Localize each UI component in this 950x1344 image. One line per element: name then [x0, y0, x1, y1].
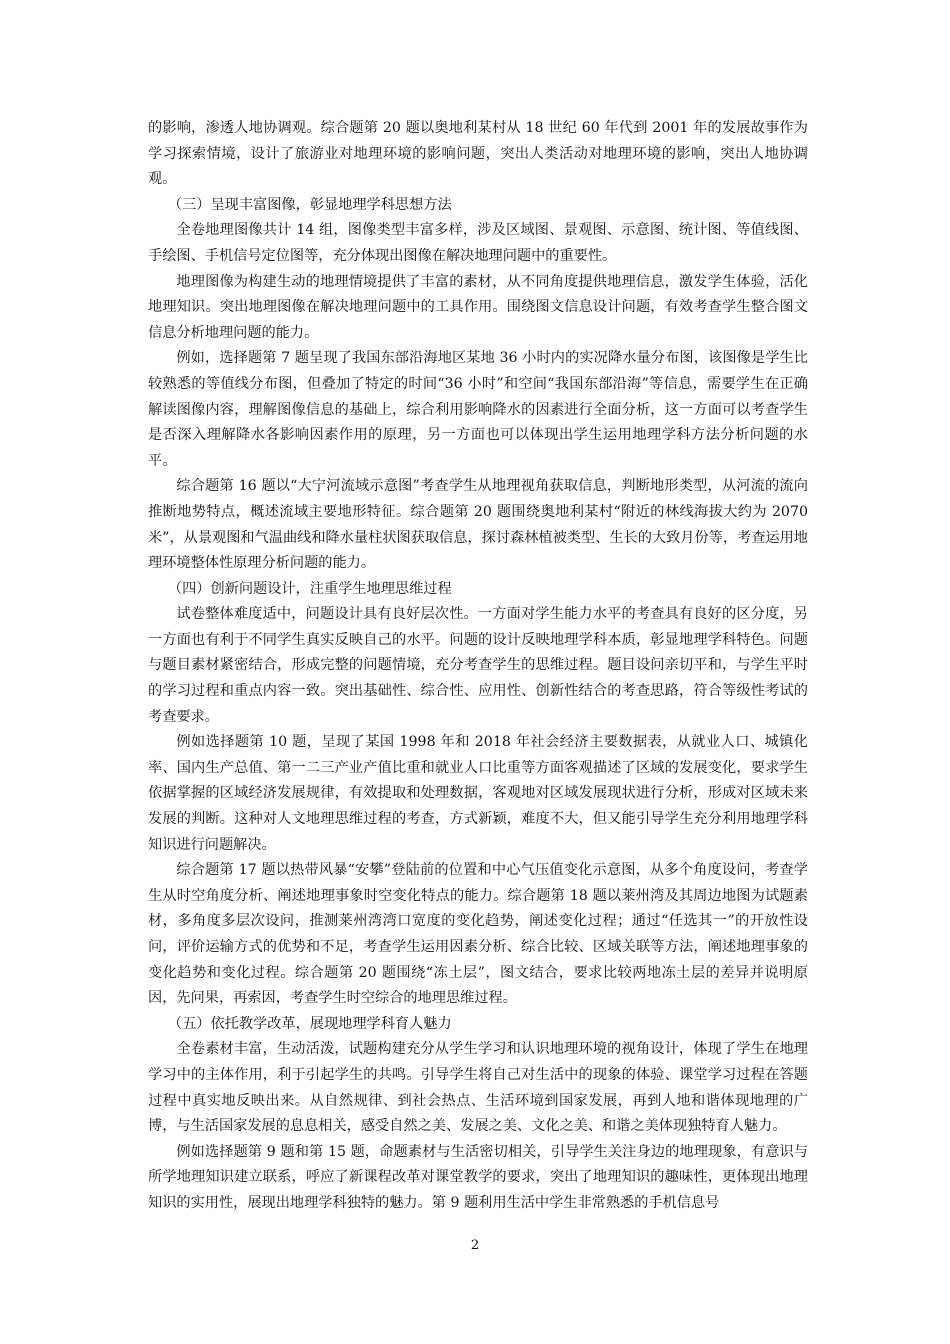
- paragraph: 全卷素材丰富，生动活泼，试题构建充分从学生学习和认识地理环境的视角设计，体现了学生在地理学习中的主体作用，利于引起学生的共鸣。引导学生将自己对生活中的现象的体验、课堂学习过程在答题过程中真实地反映出来。从自然规律、到社会热点、生活环境到国家发展，再到人地和谐体现地理的广博，与生活国家发展的息息相关，感受自然之美、发展之美、文化之美、和谐之美体现独特育人魅力。: [148, 1041, 808, 1135]
- paragraph: 地理图像为构建生动的地理情境提供了丰富的素材，从不同角度提供地理信息，激发学生体验，活化地理知识。突出地理图像在解决地理问题中的工具作用。围绕图文信息设计问题，有效考查学生整合图文信息分析地理问题的能力。: [148, 273, 808, 341]
- section-heading-5: （五）依托教学改革，展现地理学科育人魅力: [167, 1015, 452, 1032]
- section-heading-3: （三）呈现丰富图像，彰显地理学科思想方法: [167, 196, 452, 213]
- paragraph: 例如，选择题第 7 题呈现了我国东部沿海地区某地 36 小时内的实况降水量分布图，该图像是学生比较熟悉的等值线分布图，但叠加了特定的时间“36 小时”和空间“我国东部沿海”等信息，需要学生在正确解读图像内容，理解图像信息的基础上，综合利用影响降水的因素进行全面分析，这一方面可以考查学生是否深入理解降水各影响因素作用的原理，另一方面也可以体现出学生运用地理学科方法分析问题的水平。: [148, 350, 808, 469]
- section-heading-4: （四）创新问题设计，注重学生地理思维过程: [167, 580, 452, 597]
- paragraph: 综合题第 17 题以热带风暴“安攀”登陆前的位置和中心气压值变化示意图，从多个角度设问，考查学生从时空角度分析、阐述地理事象时空变化特点的能力。综合题第 18 题以莱州湾及其周边地图为试题素材，多角度多层次设问，推测莱州湾湾口宽度的变化趋势，阐述变化过程；通过“任选其一”的开放性设问，评价运输方式的优势和不足，考查学生运用因素分析、综合比较、区域关联等方法，阐述地理事象的变化趋势和变化过程。综合题第 20 题围绕“冻土层”，图文结合，要求比较两地冻土层的差异并说明原因，先问果，再索因，考查学生时空综合的地理思维过程。: [148, 862, 808, 1007]
- paragraph-intro-continuation: 的影响，渗透人地协调观。综合题第 20 题以奥地利某村从 18 世纪 60 年代到 2001 年的发展故事作为学习探索情境，设计了旅游业对地理环境的影响问题，突出人类活动对地理环境的影响，突出人地协调观。: [148, 120, 808, 188]
- paragraph: 综合题第 16 题以“大宁河流域示意图”考查学生从地理视角获取信息，判断地形类型，从河流的流向推断地势特点，概述流域主要地形特征。综合题第 20 题围绕奥地利某村“附近的林线海拔大约为 2070 米”，从景观图和气温曲线和降水量柱状图获取信息，探讨森林植被类型、生长的大致月份等，考查运用地理环境整体性原理分析问题的能力。: [148, 478, 808, 572]
- paragraph: 例如选择题第 9 题和第 15 题，命题素材与生活密切相关，引导学生关注身边的地理现象，有意识与所学地理知识建立联系，呼应了新课程改革对课堂教学的要求，突出了地理知识的趣味性，更体现出地理知识的实用性，展现出地理学科独特的魅力。第 9 题利用生活中学生非常熟悉的手机信息号: [148, 1143, 808, 1211]
- page-number: 2: [470, 1238, 480, 1253]
- document-body: [148, 116, 808, 1217]
- paragraph: 全卷地理图像共计 14 组，图像类型丰富多样，涉及区域图、景观图、示意图、统计图、等值线图、手绘图、手机信号定位图等，充分体现出图像在解决地理问题中的重要性。: [148, 222, 808, 264]
- paragraph: 试卷整体难度适中，问题设计具有良好层次性。一方面对学生能力水平的考查具有良好的区分度，另一方面也有利于不同学生真实反映自己的水平。问题的设计反映地理学科本质，彰显地理学科特色。问题与题目素材紧密结合，形成完整的问题情境，充分考查学生的思维过程。题目设问亲切平和，与学生平时的学习过程和重点内容一致。突出基础性、综合性、应用性、创新性结合的考查思路，符合等级性考试的考查要求。: [148, 606, 808, 725]
- paragraph: 例如选择题第 10 题，呈现了某国 1998 年和 2018 年社会经济主要数据表，从就业人口、城镇化率、国内生产总值、第一二三产业产值比重和就业人口比重等方面客观描述了区域的发展变化，要求学生依据掌握的区域经济发展规律，有效提取和处理数据，客观地对区域发展现状进行分析，形成对区域未来发展的判断。这种对人文地理思维过程的考查，方式新颖，难度不大，但又能引导学生充分利用地理学科知识进行问题解决。: [148, 734, 808, 853]
